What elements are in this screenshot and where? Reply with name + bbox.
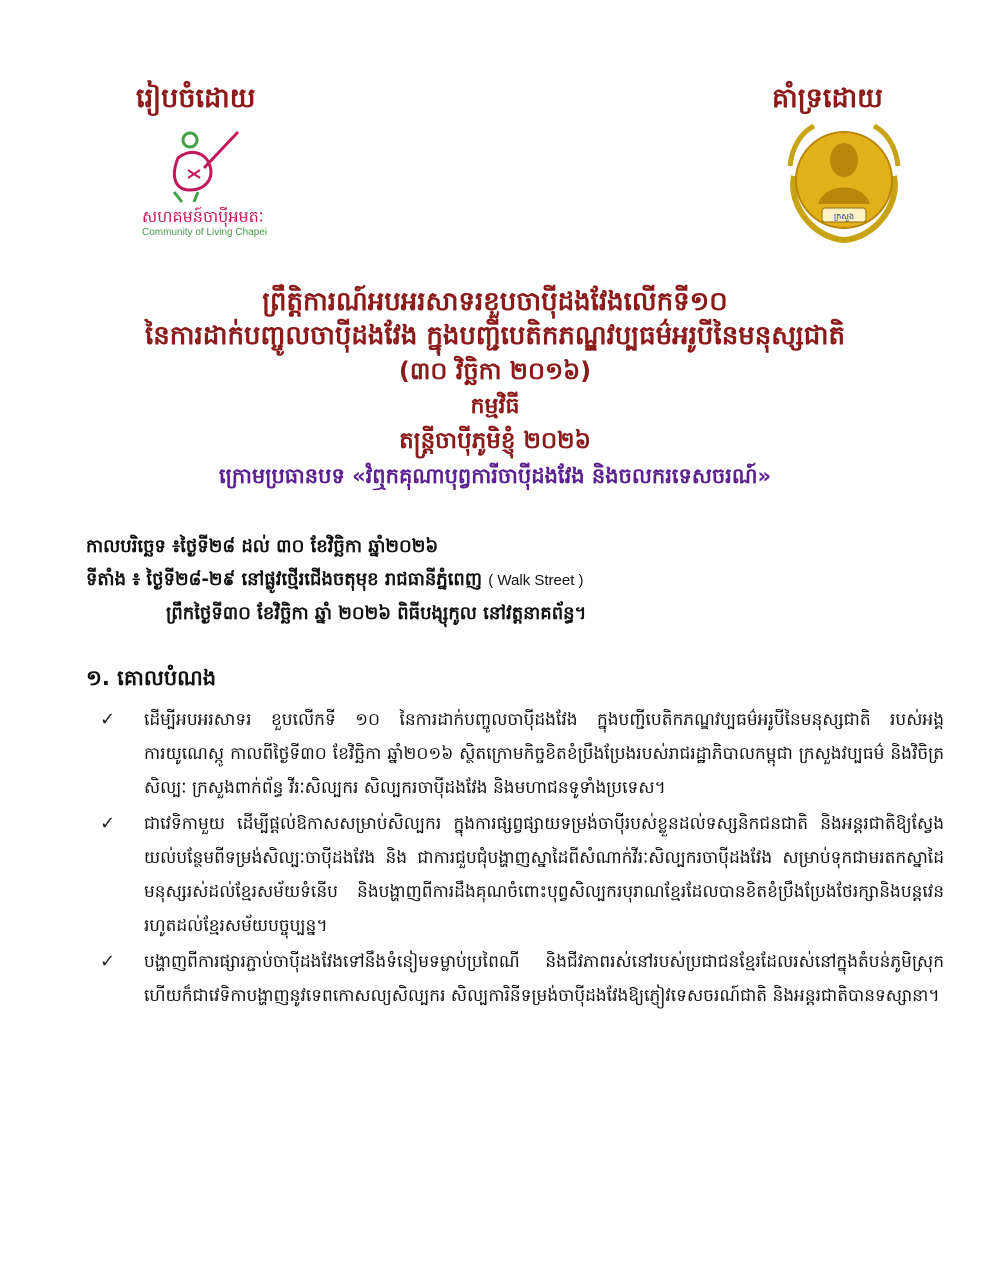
list-item (96, 703, 946, 805)
morning-line: ព្រឹកថ្ងៃទី៣០ ខែវិច្ឆិកា ឆ្នាំ ២០២៦ ពិធីបង្សុកូល នៅវត្តនាគព័ន្ធ។ (166, 603, 587, 624)
ministry-seal-icon (784, 116, 904, 246)
list-item (96, 945, 946, 1013)
title-line-1: ព្រឹត្តិការណ៍អបអរសាទរខួបចាប៉ីដងវែងលើកទី១០ (262, 287, 728, 317)
org-name-en: Community of Living Chapei (142, 227, 268, 238)
period-line: កាលបរិច្ឆេទ ៖ថ្ងៃទី២៨ ដល់ ៣០ ខែវិច្ឆិកា ឆ្នាំ២០២៦ (86, 536, 439, 557)
title-line-2: នៃការដាក់បញ្ចូលចាប៉ីដងវែង ក្នុងបញ្ជីបេតិកភណ្ឌវប្បធម៌អរូបីនៃមនុស្សជាតិ (145, 321, 845, 351)
venue-row (86, 563, 926, 597)
venue-en: ( Walk Street ) (488, 572, 584, 589)
list-item-text: បង្ហាញពីការផ្សារភ្ជាប់ចាប៉ីដងវែងទៅនឹងទំនៀមទម្លាប់ប្រពៃណី និងជីវភាពរស់នៅរបស់ប្រជាជនខ្មែរដែលរស់នៅក្នុងតំបន់ភូមិស្រុក ហើយក៏ជាវេទិកាបង្ហាញនូវទេពកោសល្យសិល្បករ សិល្បការិនីទម្រង់ចាប៉ីដងវែងឱ្យភ្ញៀវទេសចរណ៍ជាតិ និងអន្តរជាតិបានទស្សានា។ (144, 952, 944, 1006)
check-icon: ✓ (100, 951, 116, 972)
venue-line: ទីតាំង ៖ ថ្ងៃទី២៨-២៩ នៅផ្លូវថ្មើរជើងចតុមុខ រាជធានីភ្នំពេញ (86, 569, 482, 590)
program-label: កម្មវិធី (470, 394, 520, 419)
list-item-text: ជាវេទិកាមួយ ដើម្បីផ្តល់ឱកាសសម្រាប់សិល្បករ ក្នុងការផ្សព្វផ្សាយទម្រង់ចាប៉ីរបស់ខ្លួនដល់ទស្សនិកជនជាតិ និងអន្តរជាតិឱ្យស្វែងយល់បន្ថែមពីទម្រង់សិល្បៈចាប៉ីដងវែង និង ជាការជួបជុំបង្ហាញស្នាដៃពីសំណាក់វីរៈសិល្បករចាប៉ីដងវែង សម្រាប់ទុកជាមរតកស្នាដៃមនុស្សរស់ដល់ខ្មែរសម័យទំនើប និងបង្ហាញពីការដឹងគុណចំពោះបុព្វសិល្បករបុរាណខ្មែរដែលបានខិតខំប្រឹងប្រែងថែរក្សានិងបន្តវេនរហូតដល់ខ្មែរសម័យបច្ចុប្បន្ន។ (144, 814, 944, 936)
seal-text: ក្រសួង (833, 212, 855, 221)
org-name-kh: សហគមន៍ចាប៉ីអមតៈ (142, 207, 264, 226)
organized-by-label: រៀបចំដោយ (136, 83, 256, 114)
ministry-seal (784, 116, 904, 246)
event-titles (60, 285, 930, 493)
list-item-text: ដើម្បីអបអរសាទរ ខួបលើកទី ១០ នៃការដាក់បញ្ចូលចាប៉ីដងវែង ក្នុងបញ្ជីបេតិកភណ្ឌវប្បធម៌អរូបីនៃមនុស្សជាតិ របស់អង្គការយូណេស្កូ កាលពីថ្ងៃទី៣០ ខែវិច្ឆិកា ឆ្នាំ២០១៦ ស្ថិតក្រោមកិច្ចខិតខំប្រឹងប្រែងរបស់រាជរដ្ឋាភិបាលកម្ពុជា ក្រសួងវប្បធម៌ និងវិចិត្រសិល្បៈ ក្រសួងពាក់ព័ន្ធ វីរៈសិល្បករ សិល្បករចាប៉ីដងវែង និងមហាជនទូទាំងប្រទេស។ (144, 710, 944, 798)
chapei-player-icon (160, 128, 250, 208)
objectives-list (96, 703, 946, 1015)
section-heading: ១. គោលបំណង (86, 666, 217, 690)
theme-line: ក្រោមប្រធានបទ «វំឮកគុណាបុព្វការីចាប៉ីដងវែង និងចលករទេសចរណ៍» (218, 464, 772, 488)
event-meta (86, 530, 926, 630)
check-icon: ✓ (100, 709, 116, 730)
title-date: (៣០ វិច្ឆិកា ២០១៦) (398, 357, 592, 385)
program-name: តន្ត្រីចាប៉ីភូមិខ្ញុំ ២០២៦ (399, 428, 591, 454)
list-item (96, 807, 946, 943)
supported-by-label: គាំទ្រដោយ (772, 83, 883, 114)
check-icon: ✓ (100, 813, 116, 834)
